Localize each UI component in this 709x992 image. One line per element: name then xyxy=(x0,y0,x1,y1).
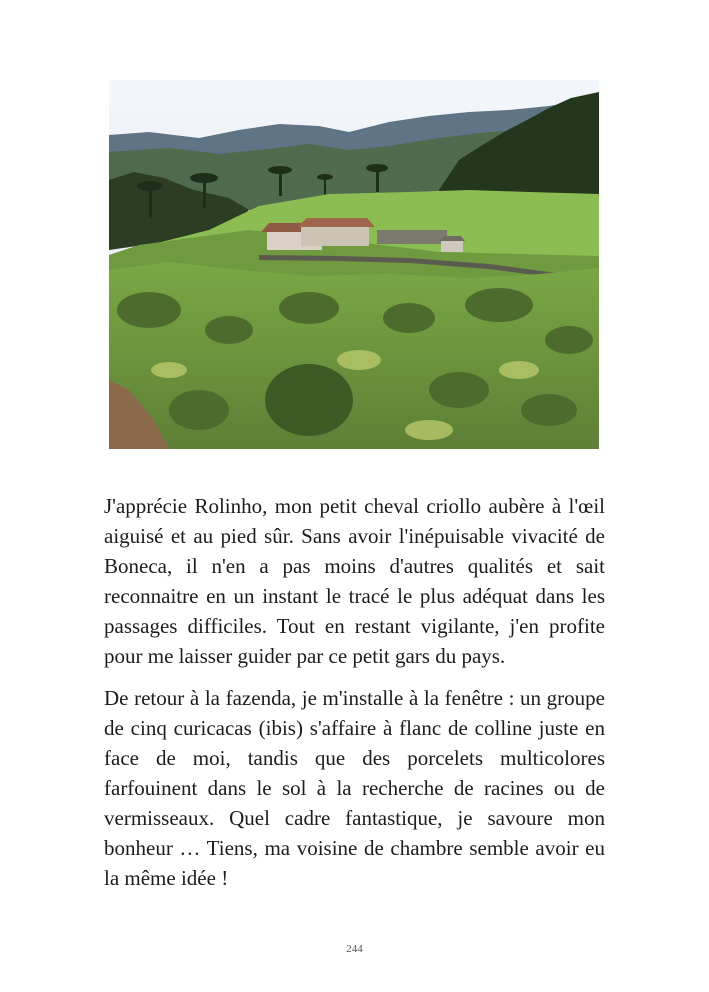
landscape-photo xyxy=(109,80,599,449)
page-number: 244 xyxy=(346,943,363,955)
paragraph-2: De retour à la fazenda, je m'installe à la fenêtre : un groupe de cinq curicacas (ibis) s'affaire à flanc de colline juste en face de moi, tandis que des porcelets multicolores farfouinent dans le sol à la recherche de racines ou de vermisseaux. Quel cadre fantastique, je savoure mon bonheur … Tiens, ma voisine de chambre semble avoir eu la même idée ! xyxy=(104,686,605,890)
body-text xyxy=(104,491,605,893)
paragraph-1: J'apprécie Rolinho, mon petit cheval criollo aubère à l'œil aiguisé et au pied sûr. Sans avoir l'inépuisable vivacité de Boneca, il n'en a pas moins d'autres qualités et sait reconnaitre en un instant le tracé le plus adéquat dans les passages difficiles. Tout en restant vigilante, j'en profite pour me laisser guider par ce petit gars du pays. xyxy=(104,494,605,668)
